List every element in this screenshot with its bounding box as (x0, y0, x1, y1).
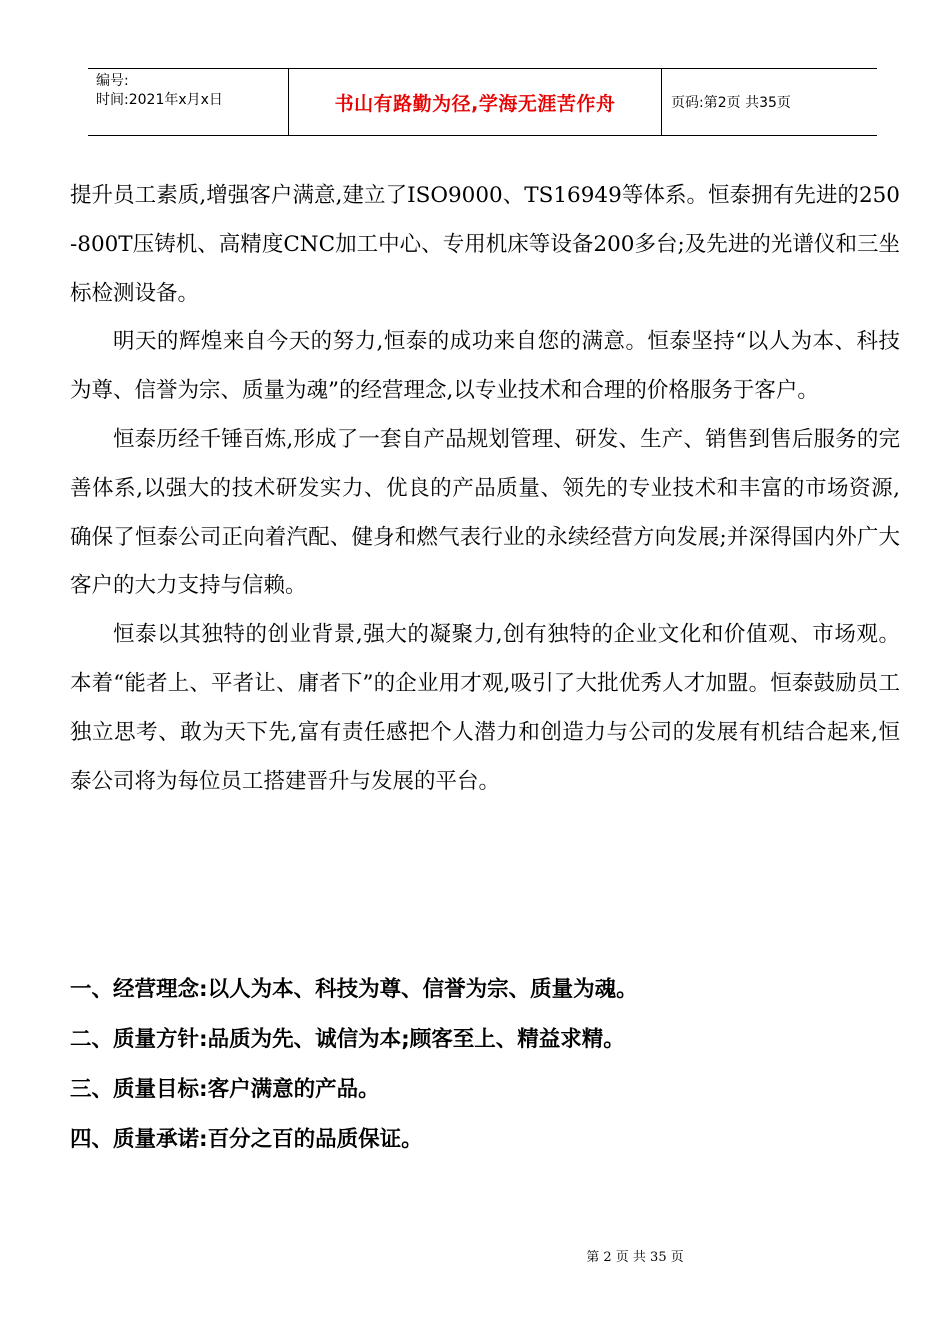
time-label: 时间:2021年x月x日 (96, 92, 223, 108)
header-meta (88, 69, 289, 135)
principle-item: 二、质量方针:品质为先、诚信为本;顾客至上、精益求精。 (70, 1027, 625, 1052)
page-footer: 第 2 页 共 35 页 (586, 1250, 684, 1265)
paragraph: 恒泰以其独特的创业背景,强大的凝聚力,创有独特的企业文化和价值观、市场观。 本着“能者上、平者让、庸者下”的企业用才观,吸引了大批优秀人才加盟。恒泰鼓励员工独立思考、敢为天下先,富有责任感把个人潜力和创造力与公司的发展有机结合起来,恒泰公司将为每位员工搭建晋升与发展的平台。 (70, 622, 900, 794)
principles-list (70, 965, 900, 1165)
body-text (70, 172, 900, 806)
principle-item: 四、质量承诺:百分之百的品质保证。 (70, 1127, 423, 1152)
paragraph: 明天的辉煌来自今天的努力,恒泰的成功来自您的满意。恒泰坚持“以人为本、科技为尊、信誉为宗、质量为魂”的经营理念,以专业技术和合理的价格服务于客户。 (70, 329, 900, 404)
principle-item: 三、质量目标:客户满意的产品。 (70, 1077, 380, 1102)
number-label: 编号: (96, 73, 129, 89)
paragraph: 恒泰历经千锤百炼,形成了一套自产品规划管理、研发、生产、销售到售后服务的完善体系,以强大的技术研发实力、优良的产品质量、领先的专业技术和丰富的市场资源,确保了恒泰公司正向着汽配、健身和燃气表行业的永续经营方向发展;并深得国内外广大客户的大力支持与信赖。 (70, 426, 900, 599)
header-motto: 书山有路勤为径,学海无涯苦作舟 (289, 69, 662, 135)
principle-item: 一、经营理念:以人为本、科技为尊、信誉为宗、质量为魂。 (70, 977, 638, 1002)
page-header (88, 68, 877, 136)
header-page-info: 页码:第2页 共35页 (671, 95, 791, 111)
paragraph: 提升员工素质,增强客户满意,建立了ISO9000、TS16949等体系。恒泰拥有先进的250-800T压铸机、高精度CNC加工中心、专用机床等设备200多台;及先进的光谱仪和三坐标检测设备。 (70, 183, 900, 306)
